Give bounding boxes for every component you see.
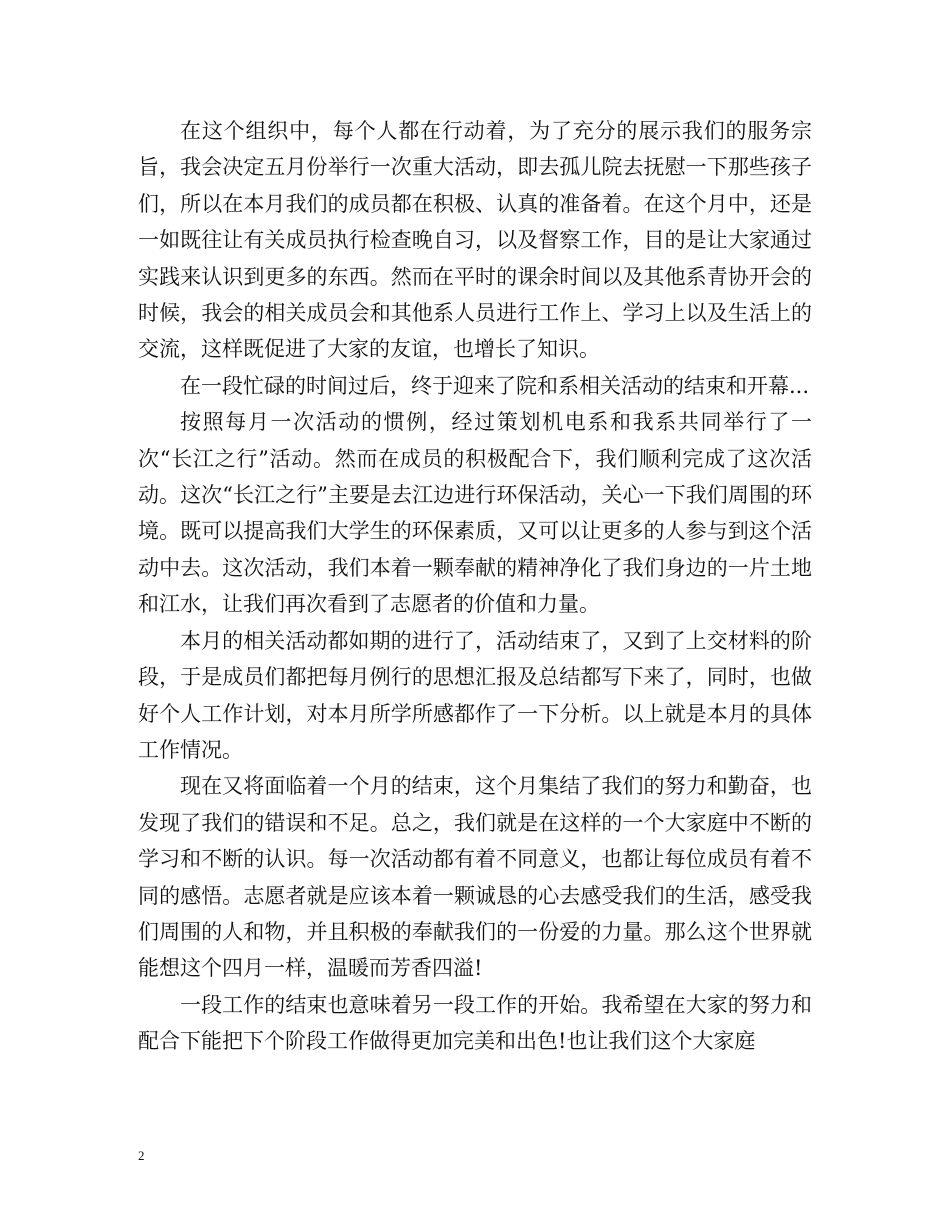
paragraph-4: 本月的相关活动都如期的进行了，活动结束了，又到了上交材料的阶段，于是成员们都把每月例行的思想汇报及总结都写下来了，同时，也做好个人工作计划，对本月所学所感都作了一下分析。以上就是本月的具体工作情况。 xyxy=(138,628,812,762)
paragraph-2: 在一段忙碌的时间过后，终于迎来了院和系相关活动的结束和开幕... xyxy=(180,373,810,398)
paragraph-3: 按照每月一次活动的惯例，经过策划机电系和我系共同举行了一次“长江之行”活动。然而在成员的积极配合下，我们顺利完成了这次活动。这次“长江之行”主要是去江边进行环保活动，关心一下我们周围的环境。既可以提高我们大学生的环保素质，又可以让更多的人参与到这个活动中去。这次活动，我们本着一颗奉献的精神净化了我们身边的一片土地和江水，让我们再次看到了志愿者的价值和力量。 xyxy=(138,410,812,617)
paragraph-5: 现在又将面临着一个月的结束，这个月集结了我们的努力和勤奋，也发现了我们的错误和不足。总之，我们就是在这样的一个大家庭中不断的学习和不断的认识。每一次活动都有着不同意义，也都让每位成员有着不同的感悟。志愿者就是应该本着一颗诚恳的心去感受我们的生活，感受我们周围的人和物，并且积极的奉献我们的一份爱的力量。那么这个世界就能想这个四月一样，温暖而芳香四溢! xyxy=(138,774,812,981)
document-body xyxy=(138,113,812,1060)
paragraph-1: 在这个组织中，每个人都在行动着，为了充分的展示我们的服务宗旨，我会决定五月份举行一次重大活动，即去孤儿院去抚慰一下那些孩子们，所以在本月我们的成员都在积极、认真的准备着。在这个月中，还是一如既往让有关成员执行检查晚自习，以及督察工作，目的是让大家通过实践来认识到更多的东西。然而在平时的课余时间以及其他系青协开会的时候，我会的相关成员会和其他系人员进行工作上、学习上以及生活上的交流，这样既促进了大家的友谊，也增长了知识。 xyxy=(138,119,812,362)
page-number: 2 xyxy=(138,1148,145,1163)
paragraph-6: 一段工作的结束也意味着另一段工作的开始。我希望在大家的努力和配合下能把下个阶段工作做得更加完美和出色!也让我们这个大家庭 xyxy=(138,992,812,1054)
